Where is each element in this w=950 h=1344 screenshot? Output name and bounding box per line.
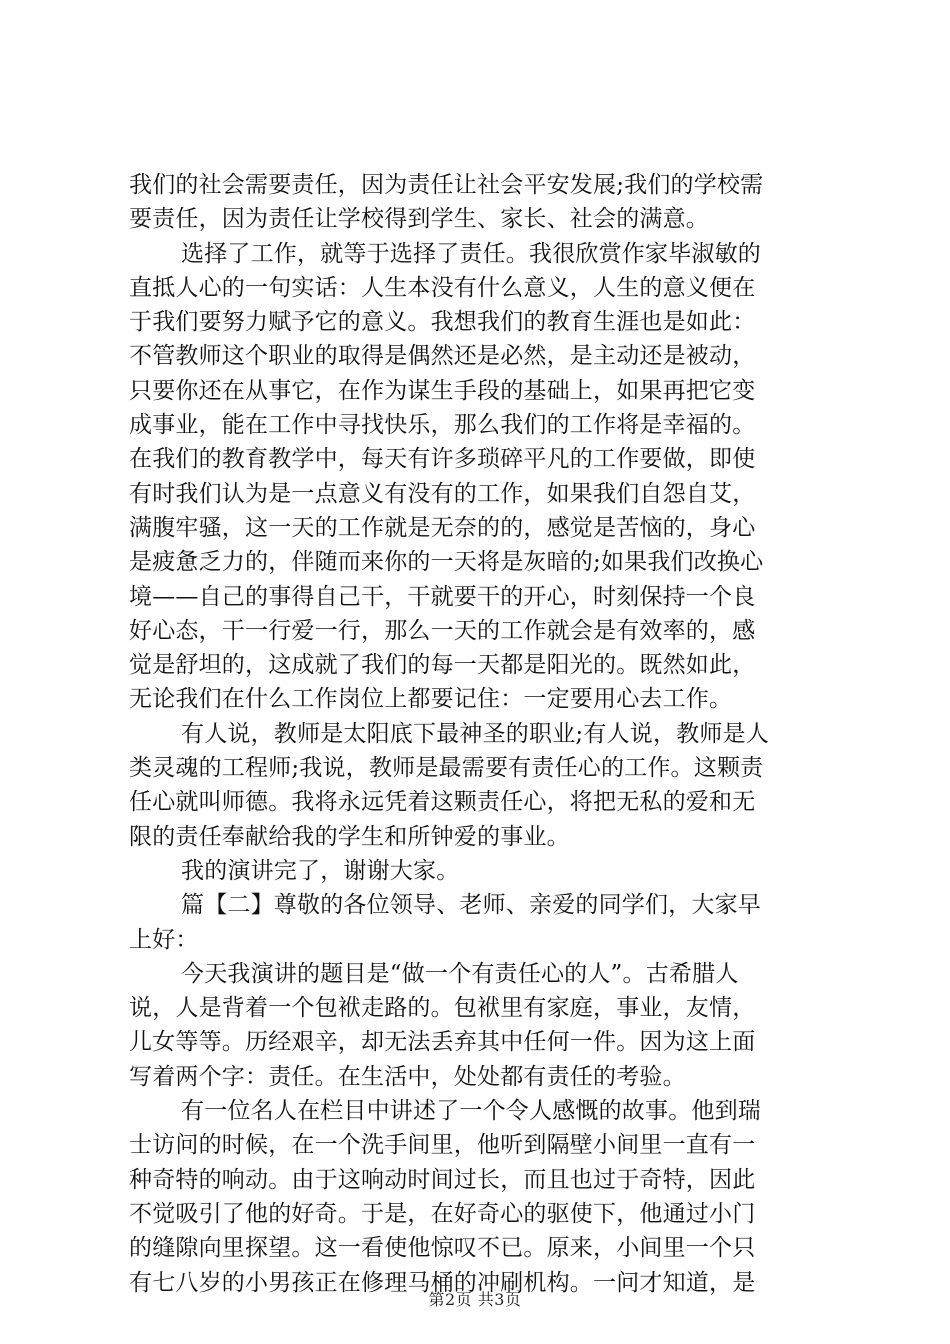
text-line: 儿女等等。历经艰辛，却无法丢弃其中任何一件。因为这上面 xyxy=(129,1029,756,1056)
text-line: 不管教师这个职业的取得是偶然还是必然，是主动还是被动， xyxy=(129,343,756,370)
text-line: 成事业，能在工作中寻找快乐，那么我们的工作将是幸福的。 xyxy=(129,412,756,439)
text-line: 写着两个字：责任。在生活中，处处都有责任的考验。 xyxy=(129,1063,686,1090)
text-line: 任心就叫师德。我将永远凭着这颗责任心，将把无私的爱和无 xyxy=(129,789,756,816)
text-line: 于我们要努力赋予它的意义。我想我们的教育生涯也是如此： xyxy=(129,309,756,336)
text-line: 好心态，干一行爱一行，那么一天的工作就会是有效率的，感 xyxy=(129,617,756,644)
text-line: 说，人是背着一个包袱走路的。包袱里有家庭，事业，友情， xyxy=(129,995,756,1022)
text-line: 只要你还在从事它，在作为谋生手段的基础上，如果再把它变 xyxy=(129,377,756,404)
document-body xyxy=(129,168,829,1300)
text-line: 我们的社会需要责任，因为责任让社会平安发展;我们的学校需 xyxy=(129,172,764,198)
text-line: 有人说，教师是太阳底下最神圣的职业;有人说，教师是人 xyxy=(181,720,769,747)
text-line: 在我们的教育教学中，每天有许多琐碎平凡的工作要做，即使 xyxy=(129,446,756,473)
text-line: 觉是舒坦的，这成就了我们的每一天都是阳光的。既然如此， xyxy=(129,652,756,679)
text-line: 类灵魂的工程师;我说，教师是最需要有责任心的工作。这颗责 xyxy=(129,755,764,782)
text-line: 士访问的时候，在一个洗手间里，他听到隔壁小间里一直有一 xyxy=(129,1132,756,1159)
text-line: 我的演讲完了，谢谢大家。 xyxy=(181,857,460,884)
text-line: 满腹牢骚，这一天的工作就是无奈的的，感觉是苦恼的，身心 xyxy=(129,514,756,541)
text-line: 不觉吸引了他的好奇。于是，在好奇心的驱使下，他通过小门 xyxy=(129,1200,756,1227)
text-line: 的缝隙向里探望。这一看使他惊叹不已。原来，小间里一个只 xyxy=(129,1235,756,1262)
page-number-footer: 第2页 共3页 xyxy=(428,1290,522,1309)
text-line: 选择了工作，就等于选择了责任。我很欣赏作家毕淑敏的 xyxy=(181,240,761,267)
text-line: 要责任，因为责任让学校得到学生、家长、社会的满意。 xyxy=(129,206,709,233)
text-line: 今天我演讲的题目是“做一个有责任心的人”。古希腊人 xyxy=(181,960,739,987)
text-line: 限的责任奉献给我的学生和所钟爱的事业。 xyxy=(129,823,570,850)
text-line: 境——自己的事得自己干，干就要干的开心，时刻保持一个良 xyxy=(129,583,756,610)
text-line: 有时我们认为是一点意义有没有的工作，如果我们自怨自艾， xyxy=(129,480,756,507)
text-line: 直抵人心的一句实话：人生本没有什么意义，人生的意义便在 xyxy=(129,274,756,301)
text-line: 有七八岁的小男孩正在修理马桶的冲刷机构。一问才知道，是 xyxy=(129,1269,756,1296)
text-line: 有一位名人在栏目中讲述了一个令人感慨的故事。他到瑞 xyxy=(181,1098,761,1125)
text-line: 无论我们在什么工作岗位上都要记住：一定要用心去工作。 xyxy=(129,686,733,713)
text-line: 种奇特的响动。由于这响动时间过长，而且也过于奇特，因此 xyxy=(129,1166,756,1193)
text-line: 篇【二】尊敬的各位领导、老师、亲爱的同学们，大家早 xyxy=(181,892,761,919)
text-line: 上好： xyxy=(129,926,199,953)
text-line: 是疲惫乏力的，伴随而来你的一天将是灰暗的;如果我们改换心 xyxy=(129,549,764,576)
